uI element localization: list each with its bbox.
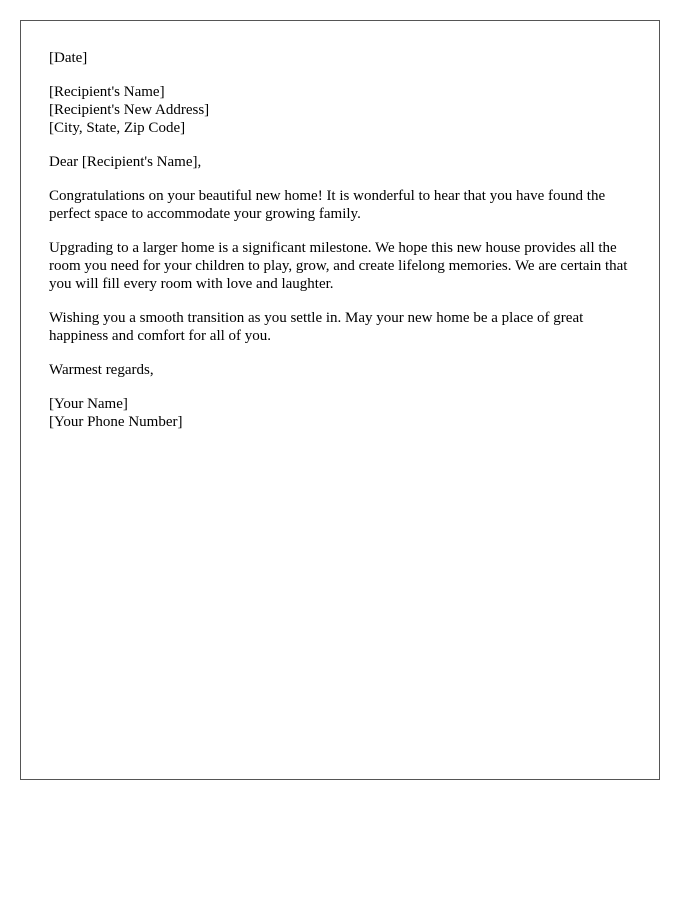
recipient-block: [49, 83, 631, 137]
body-paragraph-2: Upgrading to a larger home is a significant milestone. We hope this new house provides all the room you need for your children to play, grow, and create lifelong memories. We are certain that you will fill every room with love and laughter.: [49, 240, 628, 292]
recipient-address: [Recipient's New Address]: [49, 102, 210, 118]
body-paragraph-3: Wishing you a smooth transition as you settle in. May your new home be a place of great happiness and comfort for all of you.: [49, 310, 584, 344]
letter-date: [Date]: [49, 50, 88, 66]
recipient-name: [Recipient's Name]: [49, 84, 165, 100]
salutation: Dear [Recipient's Name],: [49, 154, 202, 170]
body-paragraph-1: Congratulations on your beautiful new home! It is wonderful to hear that you have found the perfect space to accommodate your growing family.: [49, 188, 606, 222]
sender-block: [49, 395, 631, 431]
closing: Warmest regards,: [49, 362, 154, 378]
sender-phone: [Your Phone Number]: [49, 414, 183, 430]
recipient-city-state-zip: [City, State, Zip Code]: [49, 120, 186, 136]
sender-name: [Your Name]: [49, 396, 128, 412]
letter-page: [20, 20, 660, 780]
